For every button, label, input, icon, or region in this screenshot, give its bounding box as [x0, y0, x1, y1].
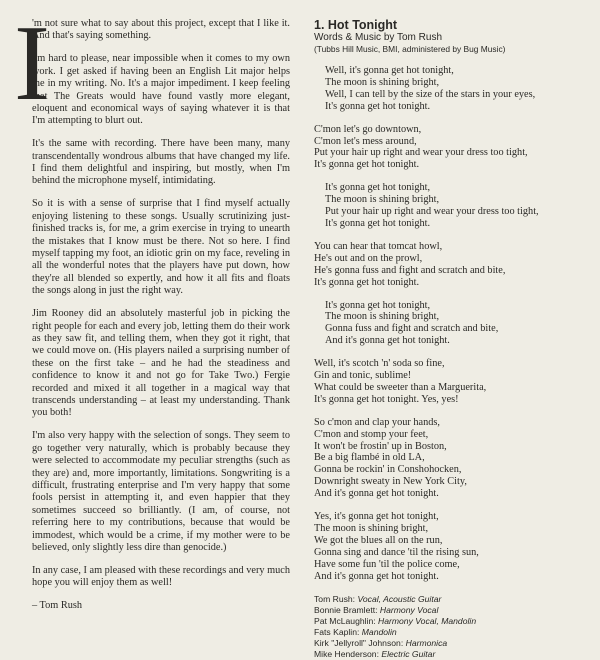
- lyric-line: It's gonna get hot tonight.: [325, 100, 431, 112]
- lyric-line: Well, I can tell by the size of the stars in your eyes,: [325, 88, 536, 100]
- essay-column: [14, 4, 290, 613]
- lyric-line: So c'mon and clap your hands,: [314, 416, 440, 428]
- lyric-line: Put your hair up right and wear your dress too tight,: [314, 147, 528, 159]
- lyric-line: Well, it's scotch 'n' soda so fine,: [314, 358, 445, 370]
- lyric-line: It's gonna get hot tonight.: [325, 217, 431, 229]
- lyrics: [314, 65, 590, 583]
- lyric-line: He's gonna fuss and fight and scratch and bite,: [314, 264, 506, 276]
- essay-paragraph: In any case, I am pleased with these recordings and very much hope you will enjoy them as well!: [32, 564, 290, 589]
- lyric-line: Put your hair up right and wear your dress too tight,: [325, 206, 539, 218]
- lyric-line: C'mon let's go downtown,: [314, 123, 422, 135]
- lyric-line: It's gonna get hot tonight.: [314, 159, 420, 171]
- drop-cap: I: [14, 4, 50, 123]
- lyric-line: Be a big flambé in old LA,: [314, 452, 425, 464]
- essay-paragraph: I'm also very happy with the selection of songs. They seem to go together very naturally, which is probably because they were selected to accommodate my peculiar strengths (such as they are) and, more importantly, limitations. Songwriting is a difficult, frustrating enterprise and I'm very happy that some fools persist in attempting it, and even happier that they sometimes succeed so brilliantly. (I am, of course, not referring here to my contributions, because that would be immodest, which would be a crime, if my mother were to be believed, only slightly less dire than genocide.): [32, 430, 290, 553]
- lyric-line: It's gonna get hot tonight.: [314, 276, 420, 288]
- lyric-line: It won't be frostin' up in Boston,: [314, 440, 447, 452]
- lyric-line: Gonna sing and dance 'til the rising sun,: [314, 546, 479, 558]
- songwriter-credit: Words & Music by Tom Rush: [314, 32, 443, 43]
- lyric-line: Gonna fuss and fight and scratch and bite,: [325, 323, 499, 335]
- lyric-stanza: [314, 65, 590, 113]
- lyrics-column: [314, 18, 590, 660]
- lyric-line: And it's gonna get hot tonight.: [325, 335, 450, 347]
- musician-name: Mike Henderson:: [314, 648, 382, 659]
- lyric-line: Have some fun 'til the police come,: [314, 558, 460, 570]
- lyric-stanza: [314, 124, 590, 172]
- lyric-line: It's gonna get hot tonight,: [325, 182, 431, 194]
- essay-paragraph: 'm not sure what to say about this project, except that I like it. And that's saying something.: [32, 18, 290, 42]
- musician-name: Kirk "Jellyroll" Johnson:: [314, 637, 406, 648]
- lyric-line: The moon is shining bright,: [325, 76, 440, 88]
- personnel-list: [314, 594, 590, 660]
- musician-role: Harmony Vocal, Mandolin: [378, 615, 477, 626]
- lyric-stanza: [314, 417, 590, 500]
- musician-role: Vocal, Acoustic Guitar: [357, 593, 442, 604]
- lyric-line: The moon is shining bright,: [325, 194, 440, 206]
- lyric-line: We got the blues all on the run,: [314, 534, 443, 546]
- lyric-stanza: [314, 241, 590, 289]
- lyric-line: Downright sweaty in New York City,: [314, 476, 467, 488]
- musician-role: Harmonica: [405, 637, 448, 648]
- personnel-item: [314, 594, 590, 605]
- musician-role: Mandolin: [361, 626, 397, 637]
- lyric-stanza: [314, 300, 590, 348]
- lyric-line: The moon is shining bright,: [314, 523, 429, 534]
- lyric-line: Yes, it's gonna get hot tonight,: [314, 511, 439, 523]
- lyric-line: It's gonna get hot tonight,: [325, 299, 431, 311]
- signature: – Tom Rush: [32, 600, 83, 612]
- lyric-line: C'mon and stomp your feet,: [314, 428, 429, 440]
- musician-role: Harmony Vocal: [379, 604, 439, 615]
- musician-name: Bonnie Bramlett:: [314, 604, 380, 615]
- lyric-stanza: [314, 358, 590, 406]
- personnel-item: [314, 638, 590, 649]
- musician-role: Electric Guitar: [381, 648, 436, 659]
- publisher-credit: (Tubbs Hill Music, BMI, administered by Bug Music): [314, 44, 506, 54]
- lyric-line: He's out and on the prowl,: [314, 252, 423, 264]
- lyric-line: What could be sweeter than a Marguerita,: [314, 381, 487, 393]
- essay-paragraph: It's the same with recording. There have been many, many transcendentally wondrous albums that have changed my life. I find them delightful and inspiring, but mostly, when I'm behind the microphone myself, intimidating.: [32, 138, 290, 187]
- song-title: 1. Hot Tonight: [314, 18, 398, 32]
- lyric-line: Gonna be rockin' in Conshohocken,: [314, 464, 462, 476]
- musician-name: Fats Kaplin:: [314, 626, 362, 637]
- lyric-stanza: [314, 511, 590, 582]
- personnel-item: [314, 605, 590, 616]
- lyric-line: C'mon let's mess around,: [314, 135, 417, 147]
- essay-paragraph: Jim Rooney did an absolutely masterful job in picking the right people for each and every job, letting them do their work as they saw fit, and telling them, when they got it right, that we could move on. (His players nailed a surprising number of these on the first take – and he had the steadiness and confidence to know it and not go for Take Two.) Fergie recorded and mixed it all together in a magical way that transcends understanding – at least my understanding. Thank you both!: [32, 308, 290, 419]
- lyric-line: You can hear that tomcat howl,: [314, 240, 443, 252]
- musician-name: Pat McLaughlin:: [314, 615, 379, 626]
- lyric-line: Well, it's gonna get hot tonight,: [325, 65, 454, 76]
- personnel-item: [314, 616, 590, 627]
- personnel-item: [314, 649, 590, 660]
- lyric-line: And it's gonna get hot tonight.: [314, 488, 439, 500]
- musician-name: Tom Rush:: [314, 593, 358, 604]
- essay-paragraph: So it is with a sense of surprise that I find myself actually enjoying listening to these songs. Usually scrutinizing just-finished tracks is, for me, a grim exercise in trying to unearth the mistakes that I know must be there. Not so here. I find myself tapping my foot, an idiotic grin on my face, reveling in all the wonderful notes that the players have put down, how they're all blended so expertly, and how it all fits and floats the songs along in just the right way.: [32, 198, 290, 297]
- lyric-line: And it's gonna get hot tonight.: [314, 570, 439, 582]
- lyric-line: It's gonna get hot tonight. Yes, yes!: [314, 393, 459, 405]
- lyric-line: Gin and tonic, sublime!: [314, 370, 412, 382]
- lyric-stanza: [314, 182, 590, 230]
- personnel-item: [314, 627, 590, 638]
- lyric-line: The moon is shining bright,: [325, 311, 440, 323]
- essay-paragraph: I'm hard to please, near impossible when it comes to my own work. I get asked if having been an English Lit major helps me in my writing. No. It's a major impediment. I keep feeling that The Greats would have found vastly more elegant, eloquent and economical ways of saying whatever it is that I'm attempting to blurt out.: [32, 53, 290, 127]
